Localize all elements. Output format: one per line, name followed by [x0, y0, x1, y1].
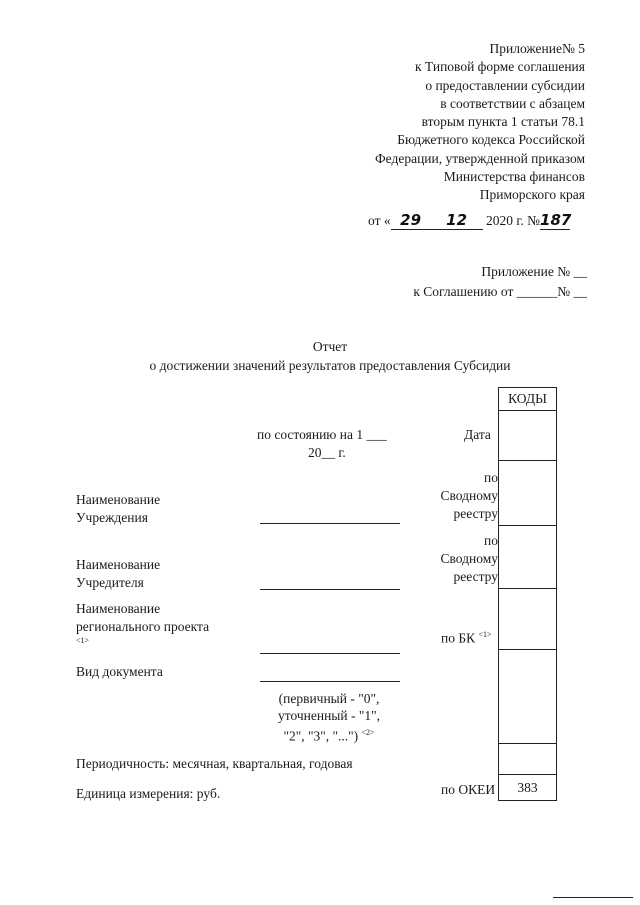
institution-label-line-1: Наименование — [76, 492, 161, 507]
codes-header-cell — [498, 387, 557, 411]
registry-line-1: по — [484, 533, 498, 548]
founder-registry-label — [440, 532, 498, 586]
unit-label: Единица измерения: руб. — [76, 786, 221, 801]
report-title — [0, 337, 640, 375]
header-line: о предоставлении субсидии — [425, 77, 585, 93]
bk-label — [441, 630, 492, 647]
project-label-line-2: регионального проекта — [76, 619, 210, 634]
appendix-line-2: к Соглашению от ______№ __ — [413, 284, 587, 299]
institution-label — [76, 491, 160, 527]
registry-line-1: по — [484, 470, 498, 485]
code-cell-bk — [498, 588, 557, 650]
order-date-line — [368, 211, 570, 230]
date-month: 12 — [446, 211, 468, 229]
header-line: Приморского края — [479, 187, 585, 203]
code-cell-okei — [498, 774, 557, 801]
title-line-1: Отчет — [312, 339, 348, 354]
founder-label-line-2: Учредителя — [76, 575, 144, 590]
doc-type-hint-3: "2", "3", "...") — [283, 728, 359, 744]
doc-type-value-line — [260, 681, 400, 682]
appendix-line-1: Приложение № __ — [481, 264, 587, 279]
registry-line-3: реестру — [453, 569, 498, 584]
doc-type-hint-2: уточненный - "1", — [277, 708, 380, 723]
footnote-separator — [553, 897, 633, 898]
code-cell-founder-registry — [498, 525, 557, 589]
code-cell-institution-registry — [498, 460, 557, 526]
header-line: Бюджетного кодекса Российской — [397, 132, 585, 148]
code-cell-periodicity — [498, 743, 557, 775]
codes-header: КОДЫ — [508, 391, 547, 406]
project-footnote: <1> — [76, 636, 90, 645]
as-of-line-2: 20__ г. — [308, 445, 346, 460]
title-line-2: о достижении значений результатов предоставления Субсидии — [149, 358, 511, 373]
founder-label — [76, 556, 160, 592]
registry-line-2: Сводному — [440, 488, 498, 503]
project-value-line — [260, 653, 400, 654]
code-cell-date — [498, 410, 557, 461]
code-cell-doc-type — [498, 649, 557, 744]
bk-label-text: по БК — [441, 630, 476, 646]
header-line: Федерации, утвержденной приказом — [374, 150, 585, 166]
date-label: Дата — [464, 427, 491, 442]
periodicity-label: Периодичность: месячная, квартальная, годовая — [76, 756, 353, 771]
okei-code: 383 — [517, 780, 538, 795]
doc-type-footnote: <2> — [361, 728, 375, 737]
order-number: 187 — [540, 211, 572, 229]
date-year: 2020 г. № — [485, 213, 541, 228]
as-of-line-1: по состоянию на 1 ___ — [257, 427, 387, 442]
doc-type-label: Вид документа — [76, 664, 163, 679]
founder-label-line-1: Наименование — [76, 557, 161, 572]
appendix-reference — [413, 262, 587, 302]
date-prefix: от « — [368, 213, 391, 228]
institution-label-line-2: Учреждения — [76, 510, 148, 525]
doc-type-hint — [262, 690, 396, 745]
doc-type-hint-1: (первичный - "0", — [278, 691, 380, 706]
header-line: в соответствии с абзацем — [440, 95, 585, 111]
header-line: Министерства финансов — [443, 169, 585, 185]
founder-value-line — [260, 589, 400, 590]
institution-value-line — [260, 523, 400, 524]
institution-registry-label — [440, 469, 498, 523]
header-line: вторым пункта 1 статьи 78.1 — [421, 114, 585, 130]
registry-line-3: реестру — [453, 506, 498, 521]
bk-footnote: <1> — [478, 630, 492, 639]
registry-line-2: Сводному — [440, 551, 498, 566]
project-label-line-1: Наименование — [76, 601, 161, 616]
approval-header — [375, 40, 585, 205]
header-line: к Типовой форме соглашения — [415, 59, 585, 75]
project-label — [76, 600, 209, 646]
okei-label: по ОКЕИ — [441, 782, 496, 797]
header-line: Приложение№ 5 — [489, 41, 585, 56]
date-day: 29 — [400, 211, 422, 229]
